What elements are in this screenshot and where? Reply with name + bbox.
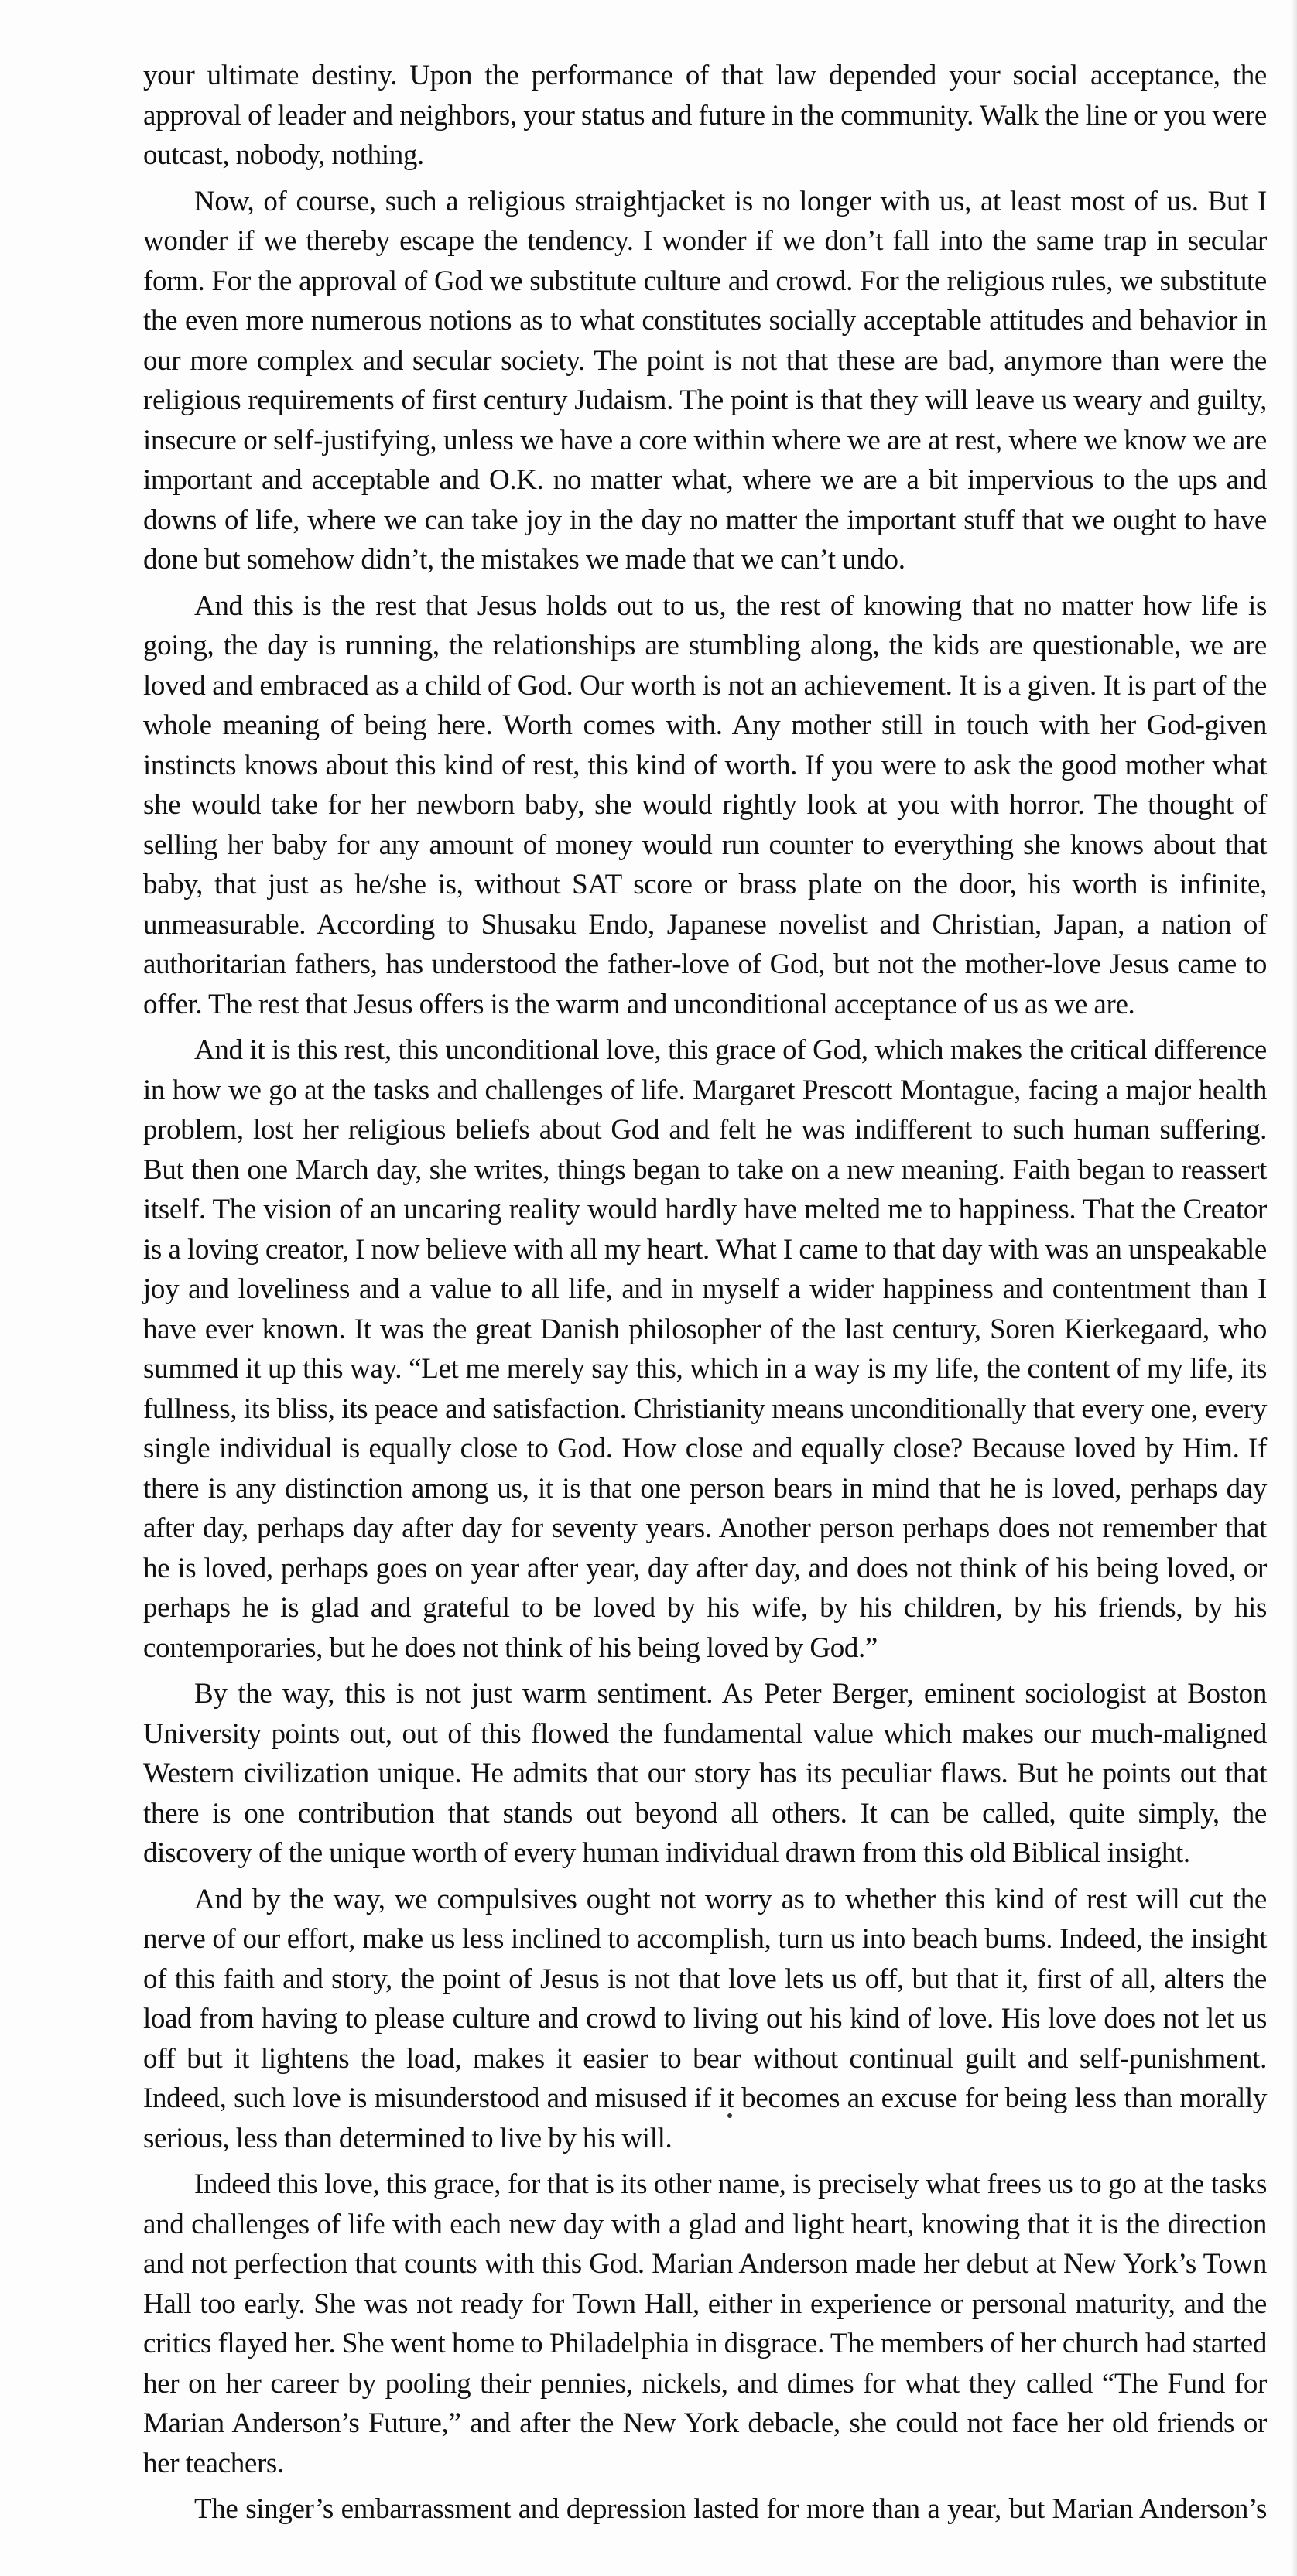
paragraph-5: By the way, this is not just warm sentiment. As Peter Berger, eminent sociologist at Boston University points out, out of this flowed the fundamental value which makes our much-maligned Western civilization unique. He admits that our story has its peculiar flaws. But he points out that there is one contribution that stands out beyond all others. It can be called, quite simply, the discovery of the unique worth of every human individual drawn from this old Biblical insight. <box>143 1678 1267 1869</box>
paragraph-1: your ultimate destiny. Upon the performance of that law depended your social acceptance, the approval of leader and neighbors, your status and future in the community. Walk the line or you were outcast, nobody, nothing. <box>143 60 1267 171</box>
article-body <box>143 56 1267 2536</box>
page-edge-shadow <box>1291 0 1297 2576</box>
paragraph-2: Now, of course, such a religious straightjacket is no longer with us, at least most of us. But I wonder if we thereby escape the tendency. I wonder if we don’t fall into the same trap in secular form. For the approval of God we substitute culture and crowd. For the religious rules, we substitute the even more numerous notions as to what constitutes socially acceptable attitudes and behavior in our more complex and secular society. The point is not that these are bad, anymore than were the religious requirements of first century Judaism. The point is that they will leave us weary and guilty, insecure or self-justifying, unless we have a core within where we are at rest, where we know we are important and acceptable and O.K. no matter what, where we are a bit impervious to the ups and downs of life, where we can take joy in the day no matter the important stuff that we ought to have done but somehow didn’t, the mistakes we made that we can’t undo. <box>143 185 1267 576</box>
paragraph-6: And by the way, we compulsives ought not worry as to whether this kind of rest will cut the nerve of our effort, make us less inclined to accomplish, turn us into beach bums. Indeed, the insight of this faith and story, the point of Jesus is not that love lets us off, but that it, first of all, alters the load from having to please culture and crowd to living out his kind of love. His love does not let us off but it lightens the load, makes it easier to bear without continual guilt and self-punishment. Indeed, such love is misunderstood and misused if it becomes an excuse for being less than morally serious, less than determined to live by his will. <box>143 1883 1267 2154</box>
paragraph-3: And this is the rest that Jesus holds out to us, the rest of knowing that no matter how life is going, the day is running, the relationships are stumbling along, the kids are questionable, we are loved and embraced as a child of God. Our worth is not an achievement. It is a given. It is part of the whole meaning of being here. Worth comes with. Any mother still in touch with her God-given instincts knows about this kind of rest, this kind of worth. If you were to ask the good mother what she would take for her newborn baby, she would rightly look at you with horror. The thought of selling her baby for any amount of money would run counter to everything she knows about that baby, that just as he/she is, without SAT score or brass plate on the door, his worth is infinite, unmeasurable. According to Shusaku Endo, Japanese novelist and Christian, Japan, a nation of authoritarian fathers, has understood the father-love of God, but not the mother-love Jesus came to offer. The rest that Jesus offers is the warm and unconditional acceptance of us as we are. <box>143 589 1267 1020</box>
paragraph-8: The singer’s embarrassment and depression lasted for more than a year, but Marian Anderson’s <box>194 2493 1267 2525</box>
paragraph-4: And it is this rest, this unconditional love, this grace of God, which makes the critical difference in how we go at the tasks and challenges of life. Margaret Prescott Montague, facing a major health problem, lost her religious beliefs about God and felt he was indifferent to such human suffering. But then one March day, she writes, things began to take on a new meaning. Faith began to reassert itself. The vision of an uncaring reality would hardly have melted me to happiness. That the Creator is a loving creator, I now believe with all my heart. What I came to that day with was an unspeakable joy and loveliness and a value to all life, and in myself a wider happiness and contentment than I have ever known. It was the great Danish philosopher of the last century, Soren Kierkegaard, who summed it up this way. “Let me merely say this, which in a way is my life, the content of my life, its fullness, its bliss, its peace and satisfaction. Christianity means unconditionally that every one, every single individual is equally close to God. How close and equally close? Because loved by Him. If there is any distinction among us, it is that one person bears in mind that he is loved, perhaps day after day, perhaps day after day for seventy years. Another person perhaps does not remember that he is loved, perhaps goes on year after year, day after day, and does not think of his being loved, or perhaps he is glad and grateful to be loved by his wife, by his children, by his friends, by his contemporaries, but he does not think of his being loved by God.” <box>143 1034 1267 1664</box>
paragraph-7: Indeed this love, this grace, for that is its other name, is precisely what frees us to go at the tasks and challenges of life with each new day with a glad and light heart, knowing that it is the direction and not perfection that counts with this God. Marian Anderson made her debut at New York’s Town Hall too early. She was not ready for Town Hall, either in experience or personal maturity, and the critics flayed her. She went home to Philadelphia in disgrace. The members of her church had started her on her career by pooling their pennies, nickels, and dimes for what they called “The Fund for Marian Anderson’s Future,” and after the New York debacle, she could not face her old friends or her teachers. <box>143 2168 1267 2479</box>
